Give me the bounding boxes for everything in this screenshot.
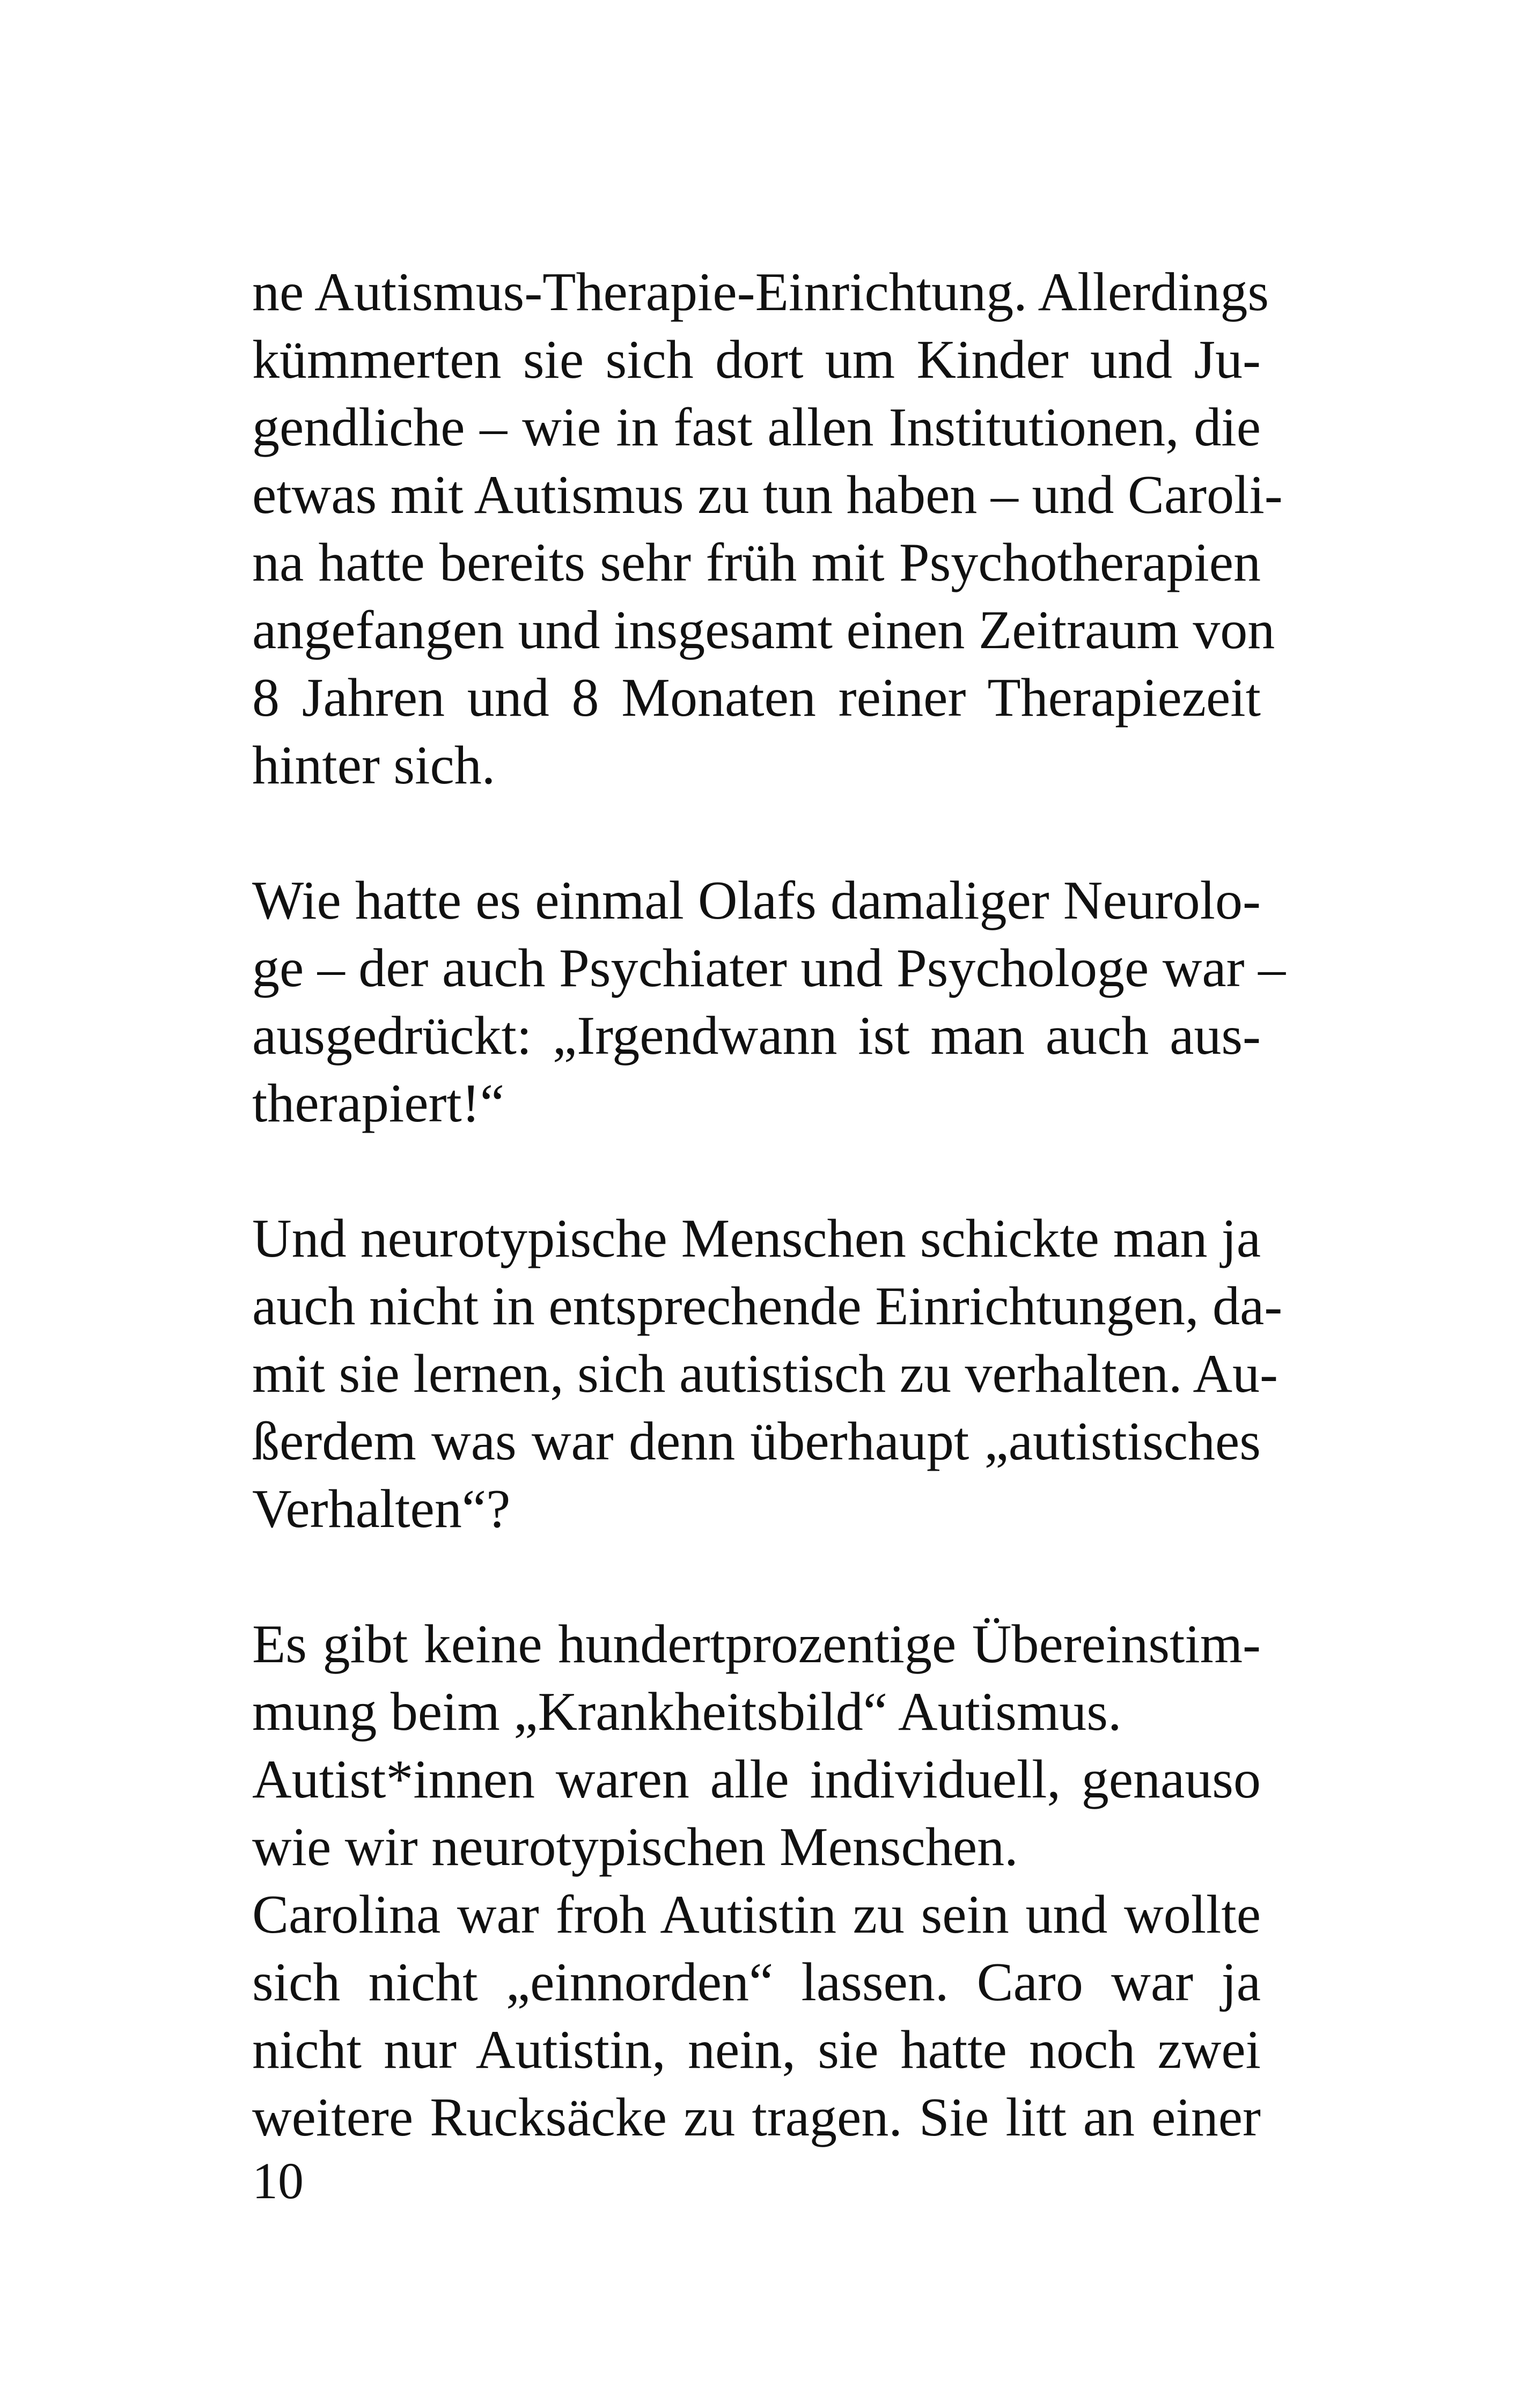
text-line: weitere Rucksäcke zu tragen. Sie litt an einer [252,2087,1261,2148]
text-line: ne Autismus-Therapie-Einrichtung. Allerdings [252,262,1269,322]
text-line: na hatte bereits sehr früh mit Psychotherapien [252,532,1261,593]
text-line: mung beim „Krankheitsbild“ Autismus. [252,1682,1122,1742]
text-line: Autist*innen waren alle individuell, genauso [252,1749,1261,1810]
text-line: gendliche – wie in fast allen Institutionen, die [252,397,1261,458]
paragraph-gap [252,799,1261,867]
text-line: kümmerten sie sich dort um Kinder und Ju- [252,329,1261,390]
paragraph-gap [252,1137,1261,1205]
text-line: angefangen und insgesamt einen Zeitraum von [252,600,1275,660]
text-line: Verhalten“? [252,1479,511,1539]
text-line: wie wir neurotypischen Menschen. [252,1817,1018,1877]
text-line: ge – der auch Psychiater und Psychologe war – [252,938,1286,999]
text-line: ausgedrückt: „Irgendwann ist man auch aus- [252,1005,1261,1066]
paragraph-gap [252,1543,1261,1611]
text-line: Carolina war froh Autistin zu sein und wollte [252,1884,1261,1945]
text-line: nicht nur Autistin, nein, sie hatte noch zwei [252,2020,1261,2080]
text-line: Und neurotypische Menschen schickte man ja [252,1208,1261,1269]
text-line: hinter sich. [252,735,496,796]
body-text [252,259,1286,2152]
text-line: mit sie lernen, sich autistisch zu verhalten. Au- [252,1344,1278,1404]
page-number: 10 [252,2152,304,2209]
text-line: 8 Jahren und 8 Monaten reiner Therapiezeit [252,667,1261,728]
text-line: Es gibt keine hundertprozentige Übereinstim- [252,1614,1261,1675]
text-line: therapiert!“ [252,1073,505,1134]
text-line: sich nicht „einnorden“ lassen. Caro war ja [252,1952,1261,2013]
text-line: Wie hatte es einmal Olafs damaliger Neurolo- [252,870,1261,931]
text-line: auch nicht in entsprechende Einrichtungen, da- [252,1276,1283,1337]
text-line: etwas mit Autismus zu tun haben – und Caroli- [252,465,1283,525]
text-line: ßerdem was war denn überhaupt „autistisches [252,1411,1261,1472]
